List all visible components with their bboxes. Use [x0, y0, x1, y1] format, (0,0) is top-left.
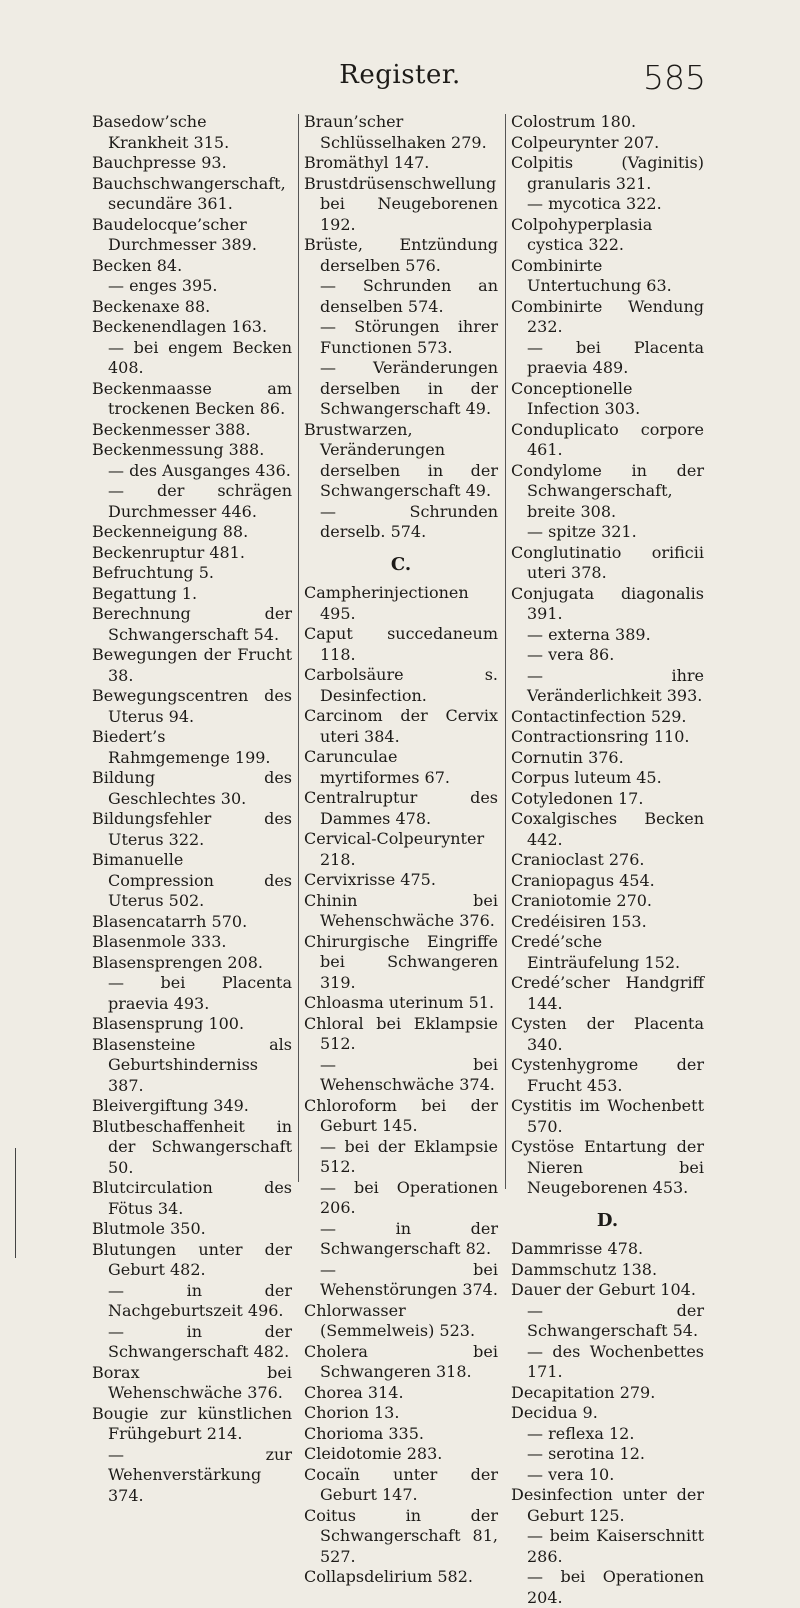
index-entry: Contactinfection 529.: [511, 706, 687, 726]
index-entry: Cocaïn unter der Geburt 147.: [304, 1464, 498, 1504]
index-entry: Conduplicato corpore 461.: [511, 419, 704, 459]
index-entry: Cervixrisse 475.: [304, 870, 436, 889]
index-entry: Blasencatarrh 570.: [92, 911, 248, 931]
section-heading: D.: [596, 1209, 619, 1231]
index-entry: Corpus luteum 45.: [511, 768, 662, 787]
index-entry: Beckenmesser 388.: [92, 419, 251, 439]
index-subentry: — bei der Eklampsie 512.: [320, 1136, 498, 1176]
index-entry: Bauchschwangerschaft, secundäre 361.: [92, 173, 286, 213]
index-subentry: — bei engem Becken 408.: [108, 337, 292, 377]
index-subentry: — Schrunden derselb. 574.: [320, 501, 498, 541]
index-column-3: [511, 112, 704, 1608]
index-entry: Beckenaxe 88.: [92, 296, 211, 316]
index-subentry: — in der Nachgeburtszeit 496.: [108, 1280, 292, 1320]
margin-mark: [15, 1148, 16, 1258]
index-entry: Bauchpresse 93.: [92, 153, 227, 172]
index-entry: Becken 84.: [92, 255, 183, 275]
index-subentry: — zur Wehenverstärkung 374.: [108, 1444, 292, 1505]
index-subentry: — bei Operationen 206.: [320, 1177, 498, 1217]
index-subentry: — in der Schwangerschaft 82.: [320, 1218, 498, 1258]
index-entry: Coitus in der Schwangerschaft 81, 527.: [304, 1505, 498, 1566]
index-subentry: — in der Schwangerschaft 482.: [108, 1321, 292, 1361]
index-entry: Cotyledonen 17.: [511, 788, 644, 808]
index-entry: Dammrisse 478.: [511, 1239, 644, 1258]
index-entry: Chloroform bei der Geburt 145.: [304, 1095, 498, 1135]
index-subentry: — Störungen ihrer Functionen 573.: [320, 317, 498, 357]
index-entry: Bougie zur künstlichen Frühgeburt 214.: [92, 1403, 292, 1443]
index-subentry: — Schrunden an denselben 574.: [320, 276, 498, 316]
index-entry: Blutungen unter der Geburt 482.: [92, 1239, 292, 1279]
index-entry: Cysten der Placenta 340.: [511, 1014, 704, 1054]
index-entry: Credéisiren 153.: [511, 911, 647, 931]
index-column-1: [92, 112, 292, 1506]
index-entry: Cornutin 376.: [511, 747, 624, 767]
index-subentry: — mycotica 322.: [527, 194, 662, 213]
index-entry: Chloasma uterinum 51.: [304, 993, 495, 1012]
index-entry: Cystenhygrome der Frucht 453.: [511, 1055, 704, 1095]
index-entry: Blutcirculation des Fötus 34.: [92, 1178, 292, 1218]
index-entry: Braun’scher Schlüsselhaken 279.: [304, 112, 487, 152]
index-entry: Baudelocque’scher Durchmesser 389.: [92, 214, 257, 254]
index-entry: Conjugata diagonalis 391.: [511, 583, 704, 623]
index-entry: Credé’sche Einträufelung 152.: [511, 932, 681, 972]
index-entry: Chloral bei Eklampsie 512.: [304, 1013, 498, 1053]
index-entry: Chorion 13.: [304, 1403, 400, 1422]
index-entry: Bewegungscentren des Uterus 94.: [92, 686, 292, 726]
index-entry: Beckenruptur 481.: [92, 542, 245, 562]
index-entry: Cervical-Colpeurynter 218.: [304, 829, 485, 869]
index-subentry: — bei Wehenschwäche 374.: [320, 1054, 498, 1094]
index-entry: Biedert’s Rahmgemenge 199.: [92, 727, 271, 767]
index-subentry: — enges 395.: [108, 276, 218, 295]
index-entry: Dauer der Geburt 104.: [511, 1280, 696, 1299]
index-entry: Chorioma 335.: [304, 1423, 424, 1443]
index-entry: Craniopagus 454.: [511, 870, 655, 890]
index-entry: Dammschutz 138.: [511, 1259, 658, 1279]
index-subentry: — der schrägen Durchmesser 446.: [108, 481, 292, 521]
index-subentry: — spitze 321.: [527, 522, 637, 541]
index-entry: Bildungsfehler des Uterus 322.: [92, 809, 292, 849]
index-columns: [92, 112, 704, 1607]
index-subentry: — reflexa 12.: [527, 1423, 635, 1443]
index-entry: Befruchtung 5.: [92, 563, 214, 582]
index-entry: Coxalgisches Becken 442.: [511, 809, 704, 849]
index-entry: Caput succedaneum 118.: [304, 624, 498, 664]
index-entry: Blutmole 350.: [92, 1219, 206, 1238]
index-subentry: — bei Wehenstörungen 374.: [320, 1259, 498, 1299]
index-entry: Decidua 9.: [511, 1403, 598, 1422]
index-column-2: [304, 112, 498, 1588]
index-subentry: — vera 86.: [527, 645, 615, 664]
index-subentry: — bei Placenta praevia 489.: [527, 337, 704, 377]
page-header: [0, 58, 800, 98]
index-entry: Cystitis im Wochenbett 570.: [511, 1096, 704, 1136]
index-entry: Craniotomie 270.: [511, 891, 653, 910]
index-entry: Brüste, Entzündung derselben 576.: [304, 235, 498, 275]
index-entry: Chirurgische Eingriffe bei Schwangeren 319.: [304, 931, 498, 992]
index-entry: Chorea 314.: [304, 1382, 404, 1402]
index-subentry: — bei Placenta praevia 493.: [108, 973, 292, 1013]
running-title: Register.: [339, 60, 461, 90]
index-entry: Brustdrüsenschwellung bei Neugeborenen 192.: [304, 173, 498, 234]
index-entry: Combinirte Untertuchung 63.: [511, 255, 672, 295]
index-subentry: — beim Kaiserschnitt 286.: [527, 1526, 704, 1566]
index-entry: Beckenendlagen 163.: [92, 317, 268, 336]
index-subentry: — der Schwangerschaft 54.: [527, 1300, 704, 1340]
index-entry: Chinin bei Wehenschwäche 376.: [304, 890, 498, 930]
index-entry: Cranioclast 276.: [511, 850, 645, 869]
index-entry: Blasensteine als Geburtshinderniss 387.: [92, 1034, 292, 1095]
index-subentry: — ihre Veränderlichkeit 393.: [527, 665, 704, 705]
index-subentry: — serotina 12.: [527, 1444, 645, 1463]
index-entry: Condylome in der Schwangerschaft, breite 308.: [511, 460, 704, 521]
index-entry: Basedow’sche Krankheit 315.: [92, 112, 230, 152]
index-entry: Blasenmole 333.: [92, 932, 227, 951]
index-subentry: — des Ausganges 436.: [108, 460, 291, 480]
index-entry: Beckenmaasse am trockenen Becken 86.: [92, 378, 292, 418]
index-entry: Carbolsäure s. Desinfection.: [304, 665, 498, 705]
index-entry: Berechnung der Schwangerschaft 54.: [92, 604, 292, 644]
index-entry: Colostrum 180.: [511, 112, 637, 131]
index-entry: Beckenneigung 88.: [92, 522, 249, 541]
index-entry: Conglutinatio orificii uteri 378.: [511, 542, 704, 582]
index-entry: Begattung 1.: [92, 583, 198, 603]
index-entry: Cystöse Entartung der Nieren bei Neugeborenen 453.: [511, 1137, 704, 1197]
index-subentry: — Veränderungen derselben in der Schwangerschaft 49.: [320, 358, 498, 418]
index-entry: Bromäthyl 147.: [304, 153, 430, 172]
index-entry: Collapsdelirium 582.: [304, 1567, 473, 1586]
index-entry: Bildung des Geschlechtes 30.: [92, 768, 292, 808]
index-entry: Borax bei Wehenschwäche 376.: [92, 1362, 292, 1402]
index-entry: Desinfection unter der Geburt 125.: [511, 1485, 704, 1525]
index-subentry: — bei Operationen 204.: [527, 1567, 704, 1607]
section-heading: C.: [390, 553, 412, 575]
index-entry: Brustwarzen, Veränderungen derselben in der Schwangerschaft 49.: [304, 419, 498, 500]
index-entry: Decapitation 279.: [511, 1382, 656, 1402]
index-entry: Credé’scher Handgriff 144.: [511, 973, 704, 1013]
index-entry: Colpohyperplasia cystica 322.: [511, 214, 653, 254]
index-entry: Bewegungen der Frucht 38.: [92, 645, 292, 685]
index-entry: Cleidotomie 283.: [304, 1444, 443, 1463]
index-subentry: — des Wochenbettes 171.: [527, 1341, 704, 1381]
index-entry: Blutbeschaffenheit in der Schwangerschaft 50.: [92, 1116, 292, 1177]
index-entry: Colpeurynter 207.: [511, 132, 660, 152]
index-entry: Centralruptur des Dammes 478.: [304, 788, 498, 828]
index-entry: Contractionsring 110.: [511, 727, 690, 746]
page-number: 585: [643, 58, 706, 97]
index-entry: Beckenmessung 388.: [92, 440, 265, 459]
index-entry: Bleivergiftung 349.: [92, 1096, 249, 1115]
index-subentry: — externa 389.: [527, 624, 651, 644]
index-entry: Blasensprung 100.: [92, 1014, 245, 1033]
index-entry: Carunculae myrtiformes 67.: [304, 747, 450, 787]
index-entry: Carcinom der Cervix uteri 384.: [304, 706, 498, 746]
index-entry: Combinirte Wendung 232.: [511, 296, 704, 336]
index-entry: Blasensprengen 208.: [92, 952, 263, 972]
index-entry: Campherinjectionen 495.: [304, 583, 469, 623]
index-entry: Bimanuelle Compression des Uterus 502.: [92, 850, 292, 910]
index-entry: Cholera bei Schwangeren 318.: [304, 1341, 498, 1381]
index-entry: Colpitis (Vaginitis) granularis 321.: [511, 153, 704, 193]
index-entry: Chlorwasser (Semmelweis) 523.: [304, 1300, 476, 1340]
index-subentry: — vera 10.: [527, 1464, 615, 1484]
index-entry: Conceptionelle Infection 303.: [511, 378, 641, 418]
